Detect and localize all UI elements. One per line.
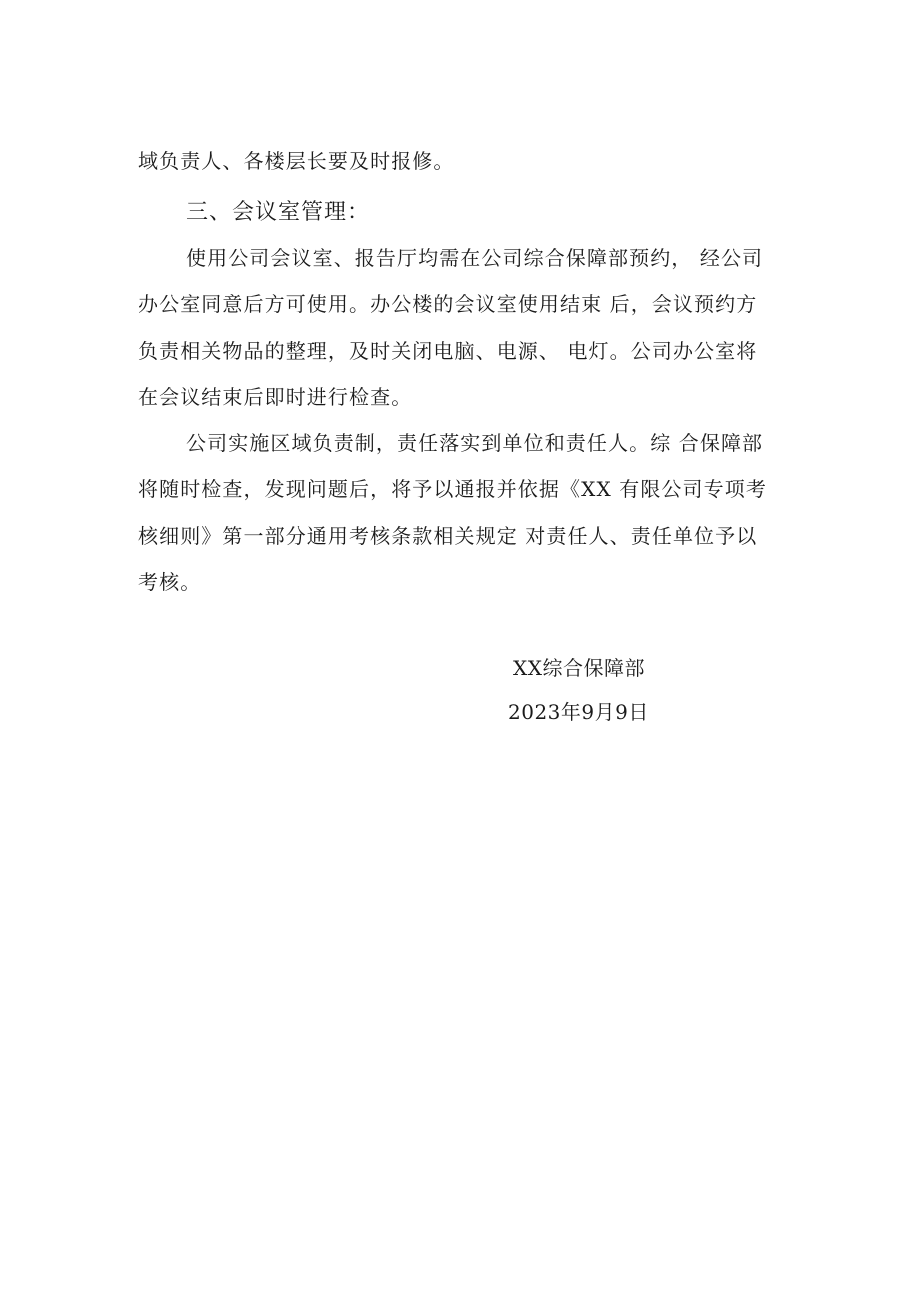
signature-department: XX综合保障部: [513, 656, 645, 680]
paragraph-line: 公司实施区域负责制，责任落实到单位和责任人。综 合保障部: [186, 431, 764, 455]
section-heading: 三、会议室管理：: [186, 200, 371, 225]
paragraph-line: 办公室同意后方可使用。办公楼的会议室使用结束 后，会议预约方: [138, 292, 758, 316]
paragraph-line: 负责相关物品的整理，及时关闭电脑、电源、 电灯。公司办公室将: [138, 339, 758, 363]
paragraph-line: 核细则》第一部分通用考核条款相关规定 对责任人、责任单位予以: [138, 524, 758, 548]
signature-date: 2023年9月9日: [508, 700, 649, 724]
paragraph-line: 将随时检查，发现问题后，将予以通报并依据《XX 有限公司专项考: [138, 477, 767, 501]
paragraph-line: 在会议结束后即时进行检查。: [138, 385, 413, 409]
paragraph-line: 使用公司会议室、报告厅均需在公司综合保障部预约， 经公司: [186, 246, 764, 270]
paragraph-line: 考核。: [138, 570, 202, 594]
continuation-line: 域负责人、各楼层长要及时报修。: [138, 149, 455, 173]
